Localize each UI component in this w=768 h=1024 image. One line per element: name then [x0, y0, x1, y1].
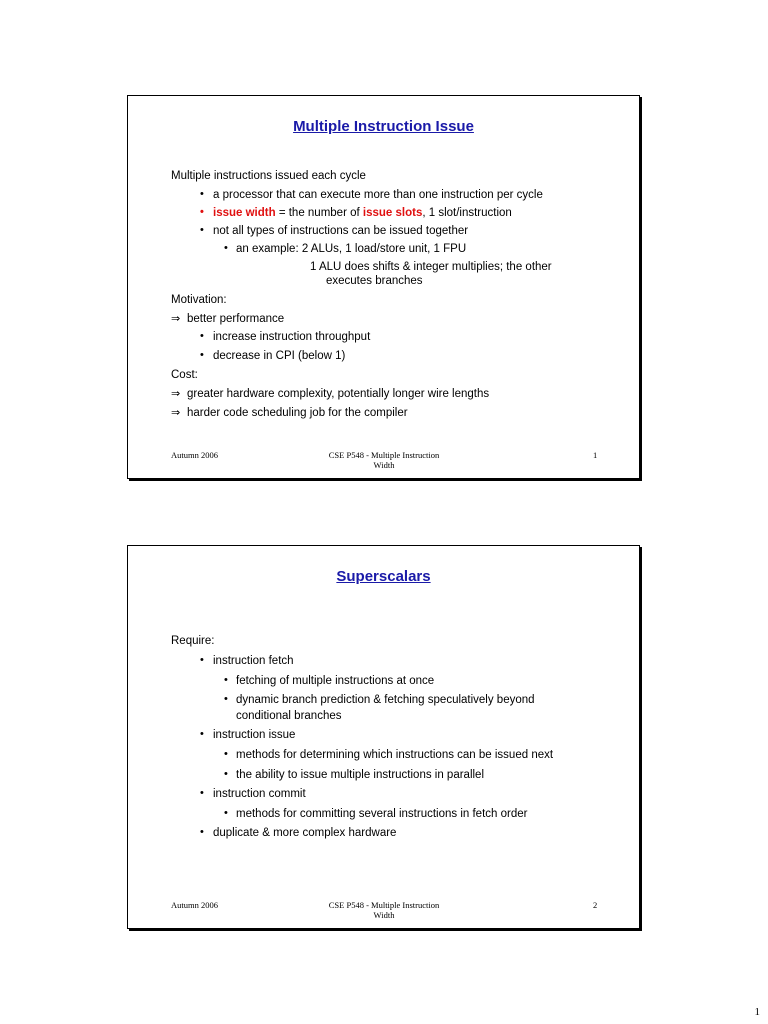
bullet-icon: •: [224, 768, 228, 780]
bullet-2-middle: = the number of: [275, 207, 363, 219]
slide-1-bullet-1: a processor that can execute more than one instruction per cycle: [213, 189, 543, 201]
require-item-1b-cont: conditional branches: [236, 710, 342, 722]
require-item-3: instruction commit: [213, 788, 306, 800]
bullet-icon: •: [200, 330, 204, 342]
require-item-2: instruction issue: [213, 729, 296, 741]
bullet-icon: •: [200, 787, 204, 799]
require-item-2b: the ability to issue multiple instructions in parallel: [236, 769, 485, 781]
cost-item-1: greater hardware complexity, potentially longer wire lengths: [187, 388, 490, 400]
arrow-icon: ⇒: [171, 406, 181, 419]
slide-1-bullet-4: an example: 2 ALUs, 1 load/store unit, 1 FPU: [236, 243, 467, 255]
require-item-1a: fetching of multiple instructions at once: [236, 675, 435, 687]
issue-slots-term: issue slots: [362, 207, 423, 219]
footer-course-line-2: Width: [373, 460, 395, 470]
bullet-icon: •: [200, 654, 204, 666]
bullet-icon: •: [200, 349, 204, 361]
bullet-icon: •: [200, 826, 204, 838]
bullet-icon: •: [200, 188, 204, 200]
motivation-heading: Motivation:: [171, 294, 227, 306]
footer-course-line-1: CSE P548 - Multiple Instruction: [328, 900, 440, 910]
bullet-icon: •: [224, 748, 228, 760]
slide-2-title: Superscalars: [336, 568, 431, 585]
motivation-sub-2: decrease in CPI (below 1): [213, 350, 346, 362]
require-item-4: duplicate & more complex hardware: [213, 827, 397, 839]
cost-item-2: harder code scheduling job for the compiler: [187, 407, 408, 419]
footer-date: Autumn 2006: [171, 900, 218, 910]
require-item-3a: methods for committing several instructions in fetch order: [236, 808, 528, 820]
bullet-icon: •: [224, 242, 228, 254]
footer-slide-number: 2: [593, 900, 598, 910]
page-number: 1: [754, 1006, 760, 1018]
slide-1-bullet-4-cont-2: executes branches: [326, 275, 423, 287]
footer-course: [304, 900, 464, 920]
footer-course-line-1: CSE P548 - Multiple Instruction: [328, 450, 440, 460]
arrow-icon: ⇒: [171, 387, 181, 400]
footer-slide-number: 1: [593, 450, 598, 460]
footer-course: [304, 450, 464, 470]
bullet-icon: •: [224, 674, 228, 686]
require-item-1: instruction fetch: [213, 655, 294, 667]
require-item-2a: methods for determining which instructions can be issued next: [236, 749, 554, 761]
bullet-2-end: , 1 slot/instruction: [422, 207, 512, 219]
slide-2: [127, 545, 640, 929]
bullet-icon: •: [224, 693, 228, 705]
slide-1-bullet-2: [213, 206, 512, 220]
require-heading: Require:: [171, 635, 215, 647]
slide-1-bullet-4-cont-1: 1 ALU does shifts & integer multiplies; the other: [310, 261, 552, 273]
bullet-icon: •: [224, 807, 228, 819]
motivation-sub-1: increase instruction throughput: [213, 331, 371, 343]
slide-1-heading: Multiple instructions issued each cycle: [171, 170, 366, 182]
cost-heading: Cost:: [171, 369, 198, 381]
arrow-icon: ⇒: [171, 312, 181, 325]
slide-1-title: Multiple Instruction Issue: [293, 118, 474, 135]
slide-1-bullet-3: not all types of instructions can be issued together: [213, 225, 469, 237]
slide-1: [127, 95, 640, 479]
require-item-1b: dynamic branch prediction & fetching speculatively beyond: [236, 694, 535, 706]
footer-course-line-2: Width: [373, 910, 395, 920]
bullet-icon: •: [200, 206, 204, 218]
footer-date: Autumn 2006: [171, 450, 218, 460]
bullet-icon: •: [200, 728, 204, 740]
issue-width-term: issue width: [213, 207, 276, 219]
motivation-item-1: better performance: [187, 313, 285, 325]
bullet-icon: •: [200, 224, 204, 236]
